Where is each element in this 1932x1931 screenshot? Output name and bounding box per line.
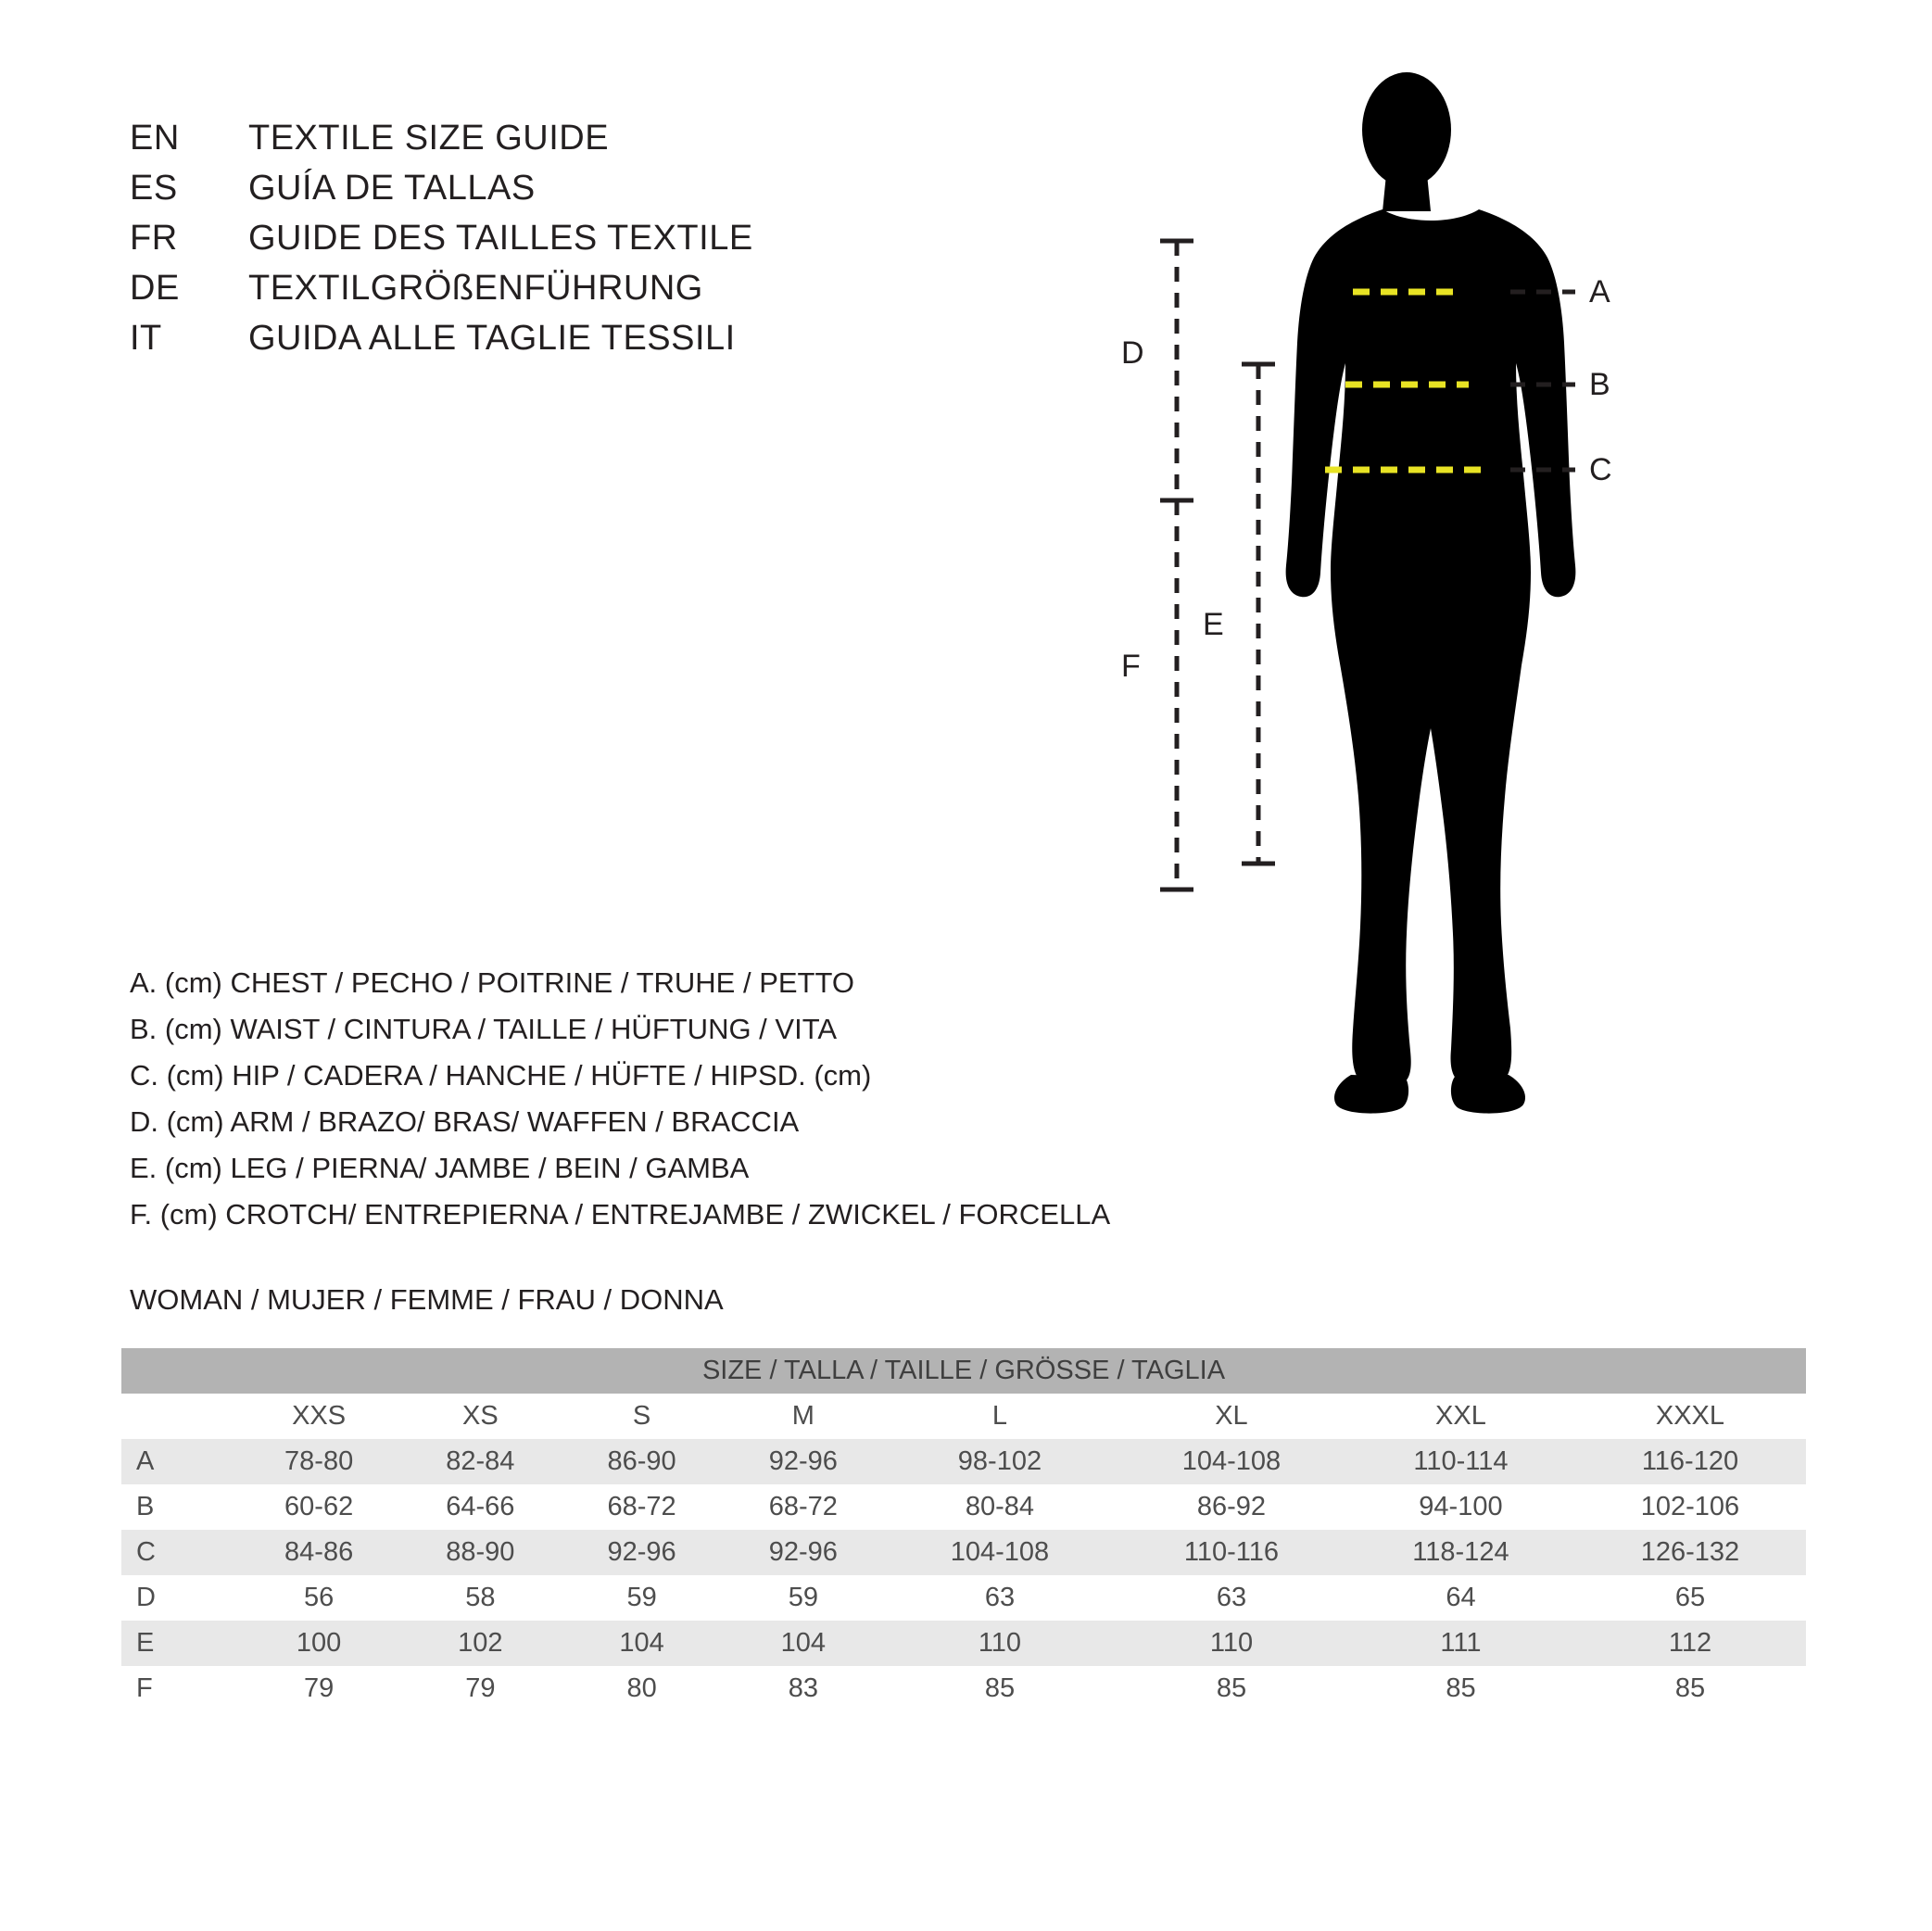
language-title: TEXTILE SIZE GUIDE	[248, 119, 610, 158]
table-cell: 85	[984, 1673, 1016, 1703]
table-title: SIZE / TALLA / TAILLE / GRÖSSE / TAGLIA	[701, 1356, 1226, 1385]
table-cell: 65	[1674, 1583, 1706, 1612]
row-key: D	[136, 1583, 156, 1612]
table-cell: 60-62	[284, 1492, 354, 1521]
title-row	[130, 319, 964, 369]
row-key: C	[136, 1537, 156, 1567]
table-cell: 92-96	[768, 1537, 838, 1567]
label-f: F	[1121, 649, 1141, 684]
legend-item: E. (cm) LEG / PIERNA/ JAMBE / BEIN / GAMBA	[130, 1152, 750, 1184]
table-cell: 85	[1216, 1673, 1247, 1703]
label-b: B	[1589, 367, 1610, 402]
label-c: C	[1589, 452, 1612, 487]
measurement-legend	[130, 960, 1269, 1238]
language-code: ES	[130, 169, 178, 208]
table-cell: 88-90	[446, 1537, 515, 1567]
silhouette-icon	[1286, 72, 1576, 1114]
column-header: M	[791, 1401, 814, 1431]
table-cell: 64	[1446, 1583, 1476, 1612]
table-cell: 68-72	[768, 1492, 838, 1521]
table-cell: 102-106	[1640, 1492, 1740, 1521]
table-cell: 80-84	[965, 1492, 1035, 1521]
size-table	[121, 1348, 1806, 1711]
table-cell: 100	[296, 1628, 342, 1658]
table-cell: 59	[788, 1583, 818, 1612]
title-row	[130, 219, 964, 269]
label-a: A	[1589, 274, 1610, 309]
table-cell: 94-100	[1419, 1492, 1503, 1521]
table-cell: 110	[978, 1628, 1022, 1658]
column-header: L	[991, 1401, 1008, 1431]
crotch-dimension-bracket	[1160, 500, 1193, 890]
table-row	[121, 1484, 1806, 1530]
table-cell: 79	[465, 1673, 496, 1703]
table-corner-cell	[121, 1394, 238, 1439]
legend-item: C. (cm) HIP / CADERA / HANCHE / HÜFTE / HIPSD. (cm)	[130, 1059, 872, 1092]
column-header: XS	[462, 1401, 499, 1431]
size-guide-title-block	[130, 119, 964, 369]
table-cell: 102	[458, 1628, 503, 1658]
title-row	[130, 269, 964, 319]
table-row	[121, 1575, 1806, 1621]
table-row	[121, 1621, 1806, 1666]
column-header: XXS	[292, 1401, 347, 1431]
table-cell: 92-96	[768, 1446, 838, 1476]
table-cell: 85	[1446, 1673, 1476, 1703]
table-row	[121, 1666, 1806, 1711]
table-cell: 111	[1440, 1628, 1482, 1658]
table-cell: 98-102	[957, 1446, 1042, 1476]
row-key: B	[136, 1492, 155, 1521]
table-cell: 63	[984, 1583, 1016, 1612]
table-cell: 78-80	[284, 1446, 354, 1476]
label-d: D	[1121, 335, 1144, 371]
title-row	[130, 169, 964, 219]
table-cell: 64-66	[446, 1492, 515, 1521]
table-cell: 84-86	[284, 1537, 354, 1567]
table-cell: 104-108	[950, 1537, 1050, 1567]
table-cell: 118-124	[1412, 1537, 1509, 1567]
title-row	[130, 119, 964, 169]
table-cell: 116-120	[1641, 1446, 1739, 1476]
table-cell: 63	[1216, 1583, 1247, 1612]
table-cell: 104-108	[1181, 1446, 1282, 1476]
column-header: XXL	[1435, 1401, 1486, 1431]
column-header: XL	[1215, 1401, 1248, 1431]
table-cell: 80	[626, 1673, 657, 1703]
language-code: IT	[130, 319, 162, 358]
table-cell: 126-132	[1640, 1537, 1740, 1567]
table-cell: 83	[788, 1673, 818, 1703]
table-row	[121, 1439, 1806, 1484]
legend-item: F. (cm) CROTCH/ ENTREPIERNA / ENTREJAMBE / ZWICKEL / FORCELLA	[130, 1198, 1111, 1231]
table-cell: 86-92	[1196, 1492, 1267, 1521]
table-cell: 112	[1668, 1628, 1712, 1658]
language-code: EN	[130, 119, 180, 158]
language-code: DE	[130, 269, 180, 308]
language-title: TEXTILGRÖßENFÜHRUNG	[248, 269, 703, 308]
table-cell: 110-114	[1413, 1446, 1509, 1476]
language-title: GUIDA ALLE TAGLIE TESSILI	[248, 319, 736, 358]
table-cell: 79	[303, 1673, 335, 1703]
legend-item: B. (cm) WAIST / CINTURA / TAILLE / HÜFTUNG / VITA	[130, 1013, 838, 1045]
row-key: E	[136, 1628, 155, 1658]
column-header: S	[632, 1401, 651, 1431]
legend-item: A. (cm) CHEST / PECHO / POITRINE / TRUHE / PETTO	[130, 966, 854, 999]
table-cell: 56	[303, 1583, 335, 1612]
legend-item: D. (cm) ARM / BRAZO/ BRAS/ WAFFEN / BRACCIA	[130, 1105, 800, 1138]
arm-dimension-bracket	[1160, 241, 1193, 500]
table-cell: 104	[780, 1628, 827, 1658]
table-title-row	[121, 1348, 1806, 1394]
table-cell: 68-72	[607, 1492, 676, 1521]
table-cell: 86-90	[607, 1446, 676, 1476]
table-row	[121, 1530, 1806, 1575]
language-code: FR	[130, 219, 178, 258]
column-header: XXXL	[1655, 1401, 1725, 1431]
leg-dimension-bracket	[1242, 364, 1275, 864]
table-cell: 82-84	[446, 1446, 515, 1476]
row-key: F	[136, 1673, 153, 1703]
table-cell: 59	[626, 1583, 657, 1612]
table-cell: 92-96	[607, 1537, 676, 1567]
table-cell: 110	[1209, 1628, 1254, 1658]
table-cell: 85	[1674, 1673, 1706, 1703]
language-title: GUÍA DE TALLAS	[248, 169, 536, 208]
table-cell: 58	[465, 1583, 496, 1612]
section-caption: WOMAN / MUJER / FEMME / FRAU / DONNA	[130, 1283, 724, 1316]
row-key: A	[136, 1446, 155, 1476]
table-header-row	[121, 1394, 1806, 1439]
table-cell: 110-116	[1183, 1537, 1280, 1567]
table-cell: 104	[619, 1628, 664, 1658]
label-e: E	[1203, 607, 1224, 642]
language-title: GUIDE DES TAILLES TEXTILE	[248, 219, 753, 258]
